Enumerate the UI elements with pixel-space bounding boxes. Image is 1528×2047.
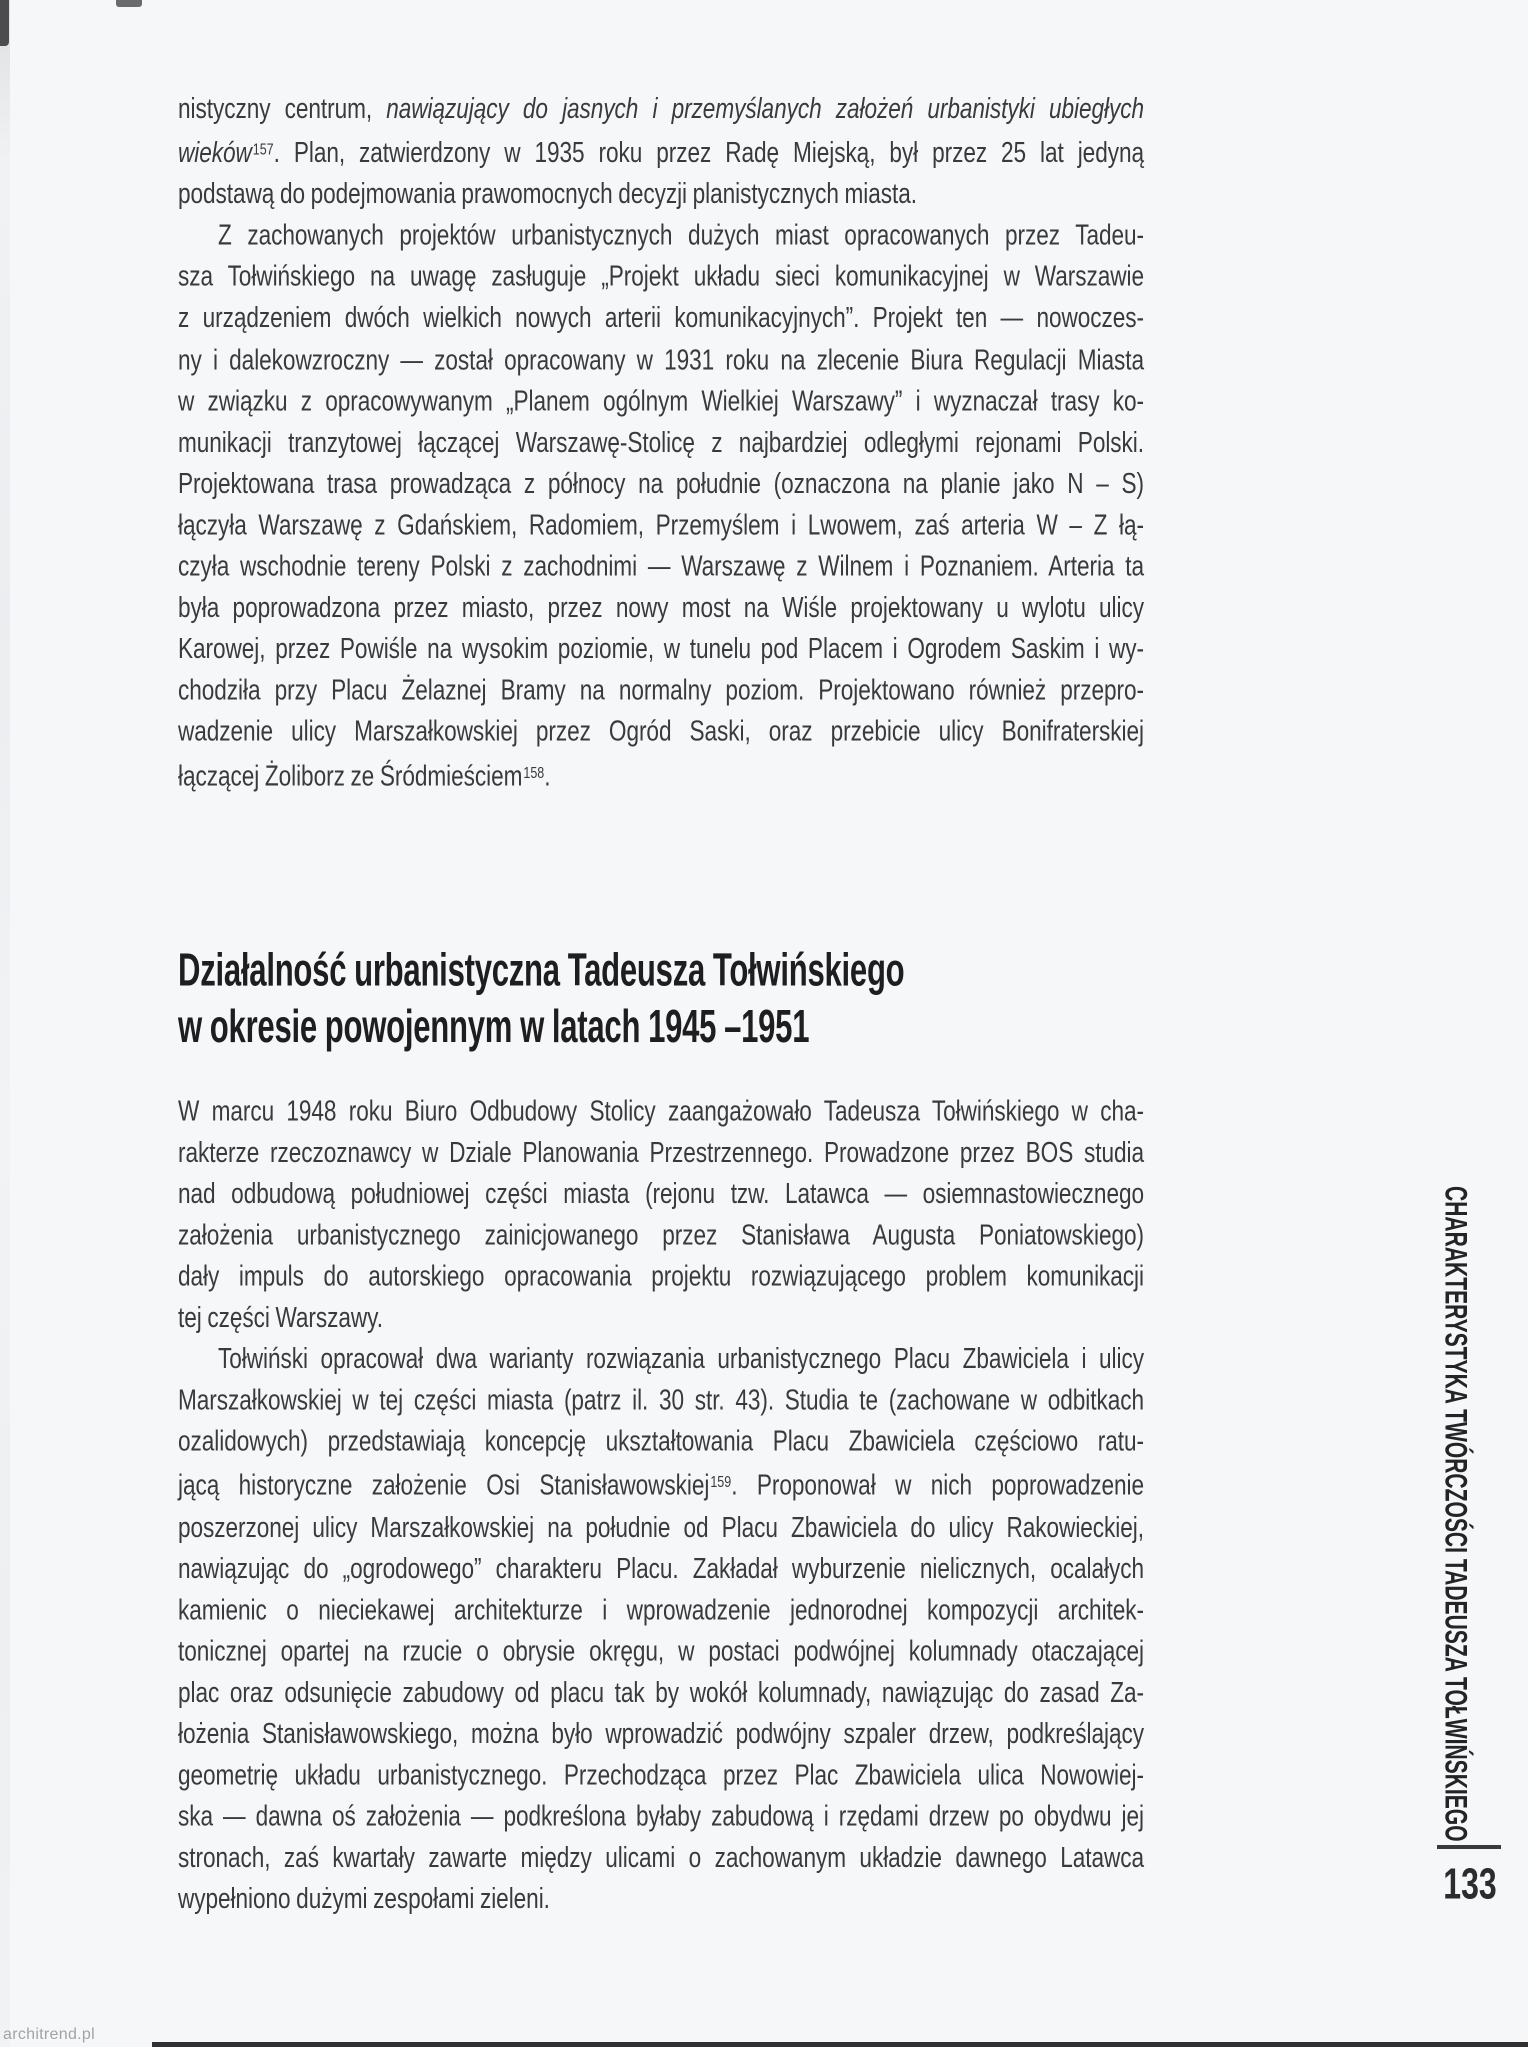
text-line: w związku z opracowywanym „Planem ogólnym Wielkiej Warszawy” i wyznaczał trasy ko- — [178, 385, 1144, 417]
scan-artifact-corner — [0, 0, 9, 46]
text-line: założenia urbanistycznego zainicjowanego przez Stanisława Augusta Poniatowskiego) — [178, 1219, 1144, 1251]
text-line: ozalidowych) przedstawiają koncepcję ukształtowania Placu Zbawiciela częściowo ratu- — [178, 1425, 1144, 1458]
text-line: poszerzonej ulicy Marszałkowskiej na południe od Placu Zbawiciela do ulicy Rakowieckiej, — [178, 1511, 1144, 1543]
paragraph — [178, 215, 1144, 797]
text-line: kamienic o nieciekawej architekturze i wprowadzenie jednorodnej kompozycji architek- — [178, 1593, 1144, 1626]
text-line: ny i dalekowzroczny — został opracowany w 1931 roku na zlecenie Biura Regulacji Miasta — [178, 343, 1144, 375]
sidebar-running-title: CHARAKTERYSTYKA TWÓRCZOŚCI TADEUSZA TOŁWIŃSKIEGO — [1438, 1186, 1473, 1842]
section-heading — [178, 941, 1144, 1054]
heading-line-2: w okresie powojennym w latach 1945 –1951 — [178, 999, 810, 1052]
watermark: architrend.pl — [3, 2026, 95, 2043]
text-line: z urządzeniem dwóch wielkich nowych arterii komunikacyjnych”. Projekt ten — nowoczes- — [178, 302, 1144, 334]
heading-line-1: Działalność urbanistyczna Tadeusza Tołwińskiego — [178, 943, 905, 995]
text-line: rakterze rzeczoznawcy w Dziale Planowania Przestrzennego. Prowadzone przez BOS studia — [178, 1136, 1144, 1168]
text-line: wadzenie ulicy Marszałkowskiej przez Ogród Saski, oraz przebicie ulicy Bonifraterskiej — [178, 716, 1144, 748]
text-line: Marszałkowskiej w tej części miasta (patrz il. 30 str. 43). Studia te (zachowane w odbitkach — [178, 1384, 1144, 1416]
text-line: Projektowana trasa prowadząca z północy na południe (oznaczona na planie jako N – S) — [178, 467, 1144, 500]
text-line: tonicznej opartej na rzucie o obrysie okręgu, w postaci podwójnej kolumnady otaczającej — [178, 1635, 1144, 1667]
text-line: W marcu 1948 roku Biuro Odbudowy Stolicy zaangażowało Tadeusza Tołwińskiego w cha- — [178, 1094, 1144, 1127]
text-line: geometrię układu urbanistycznego. Przechodząca przez Plac Zbawiciela ulica Nowowiej- — [178, 1759, 1144, 1791]
text-line: nistyczny centrum, nawiązujący do jasnych i przemyślanych założeń urbanistyki ubiegłych — [178, 93, 1144, 125]
text-line: czyła wschodnie tereny Polski z zachodnimi — Warszawę z Wilnem i Poznaniem. Arteria ta — [178, 550, 1144, 582]
text-line: wypełniono dużymi zespołami zieleni. — [178, 1883, 550, 1915]
text-line: tej części Warszawy. — [178, 1301, 383, 1334]
text-line: Tołwiński opracował dwa warianty rozwiązania urbanistycznego Placu Zbawiciela i ulicy — [218, 1343, 1144, 1375]
paragraph — [178, 1090, 1144, 1338]
paragraph — [178, 1338, 1144, 1920]
paragraphs-top — [178, 88, 1144, 796]
scan-bottom-edge — [152, 2042, 1528, 2047]
text-line: wieków$^{157}$. Plan, zatwierdzony w 1935 roku przez Radę Miejską, był przez 25 lat jedyną — [178, 136, 1144, 169]
scan-artifact-speck — [116, 0, 142, 7]
text-line: nad odbudową południowej części miasta (rejonu tzw. Latawca — osiemnastowiecznego — [178, 1177, 1144, 1209]
text-line: nawiązując do „ogrodowego” charakteru Placu. Zakładał wyburzenie nielicznych, ocalałych — [178, 1552, 1144, 1584]
paragraph — [178, 88, 1144, 215]
text-line: plac oraz odsunięcie zabudowy od placu tak by wokół kolumnady, nawiązując do zasad Za- — [178, 1676, 1144, 1708]
text-line: munikacji tranzytowej łączącej Warszawę-Stolicę z najbardziej odległymi rejonami Polski. — [178, 426, 1144, 458]
text-line: jącą historyczne założenie Osi Stanisławowskiej$^{159}$. Proponował w nich poprowadzenie — [178, 1469, 1144, 1502]
text-line: Karowej, przez Powiśle na wysokim poziomie, w tunelu pod Placem i Ogrodem Saskim i wy- — [178, 633, 1144, 665]
text-line: była poprowadzona przez miasto, przez nowy most na Wiśle projektowany u wylotu ulicy — [178, 591, 1144, 624]
text-line: stronach, zaś kwartały zawarte między ulicami o zachowanym układzie dawnego Latawca — [178, 1842, 1144, 1874]
footnote-ref: 158 — [523, 763, 545, 782]
text-line: dały impuls do autorskiego opracowania projektu rozwiązującego problem komunikacji — [178, 1260, 1144, 1292]
scan-edge-streak — [0, 0, 10, 2047]
text-line: Z zachowanych projektów urbanistycznych dużych miast opracowanych przez Tadeu- — [218, 219, 1144, 251]
text-line: łączyła Warszawę z Gdańskiem, Radomiem, Przemyślem i Lwowem, zaś arteria W – Z łą- — [178, 509, 1144, 541]
page-number: 133 — [1443, 1860, 1497, 1909]
text-line: podstawą do podejmowania prawomocnych decyzji planistycznych miasta. — [178, 178, 917, 210]
text-line: sza Tołwińskiego na uwagę zasługuje „Projekt układu sieci komunikacyjnej w Warszawie — [178, 260, 1144, 293]
text-column — [178, 88, 1144, 1920]
footnote-ref: 159 — [710, 1473, 732, 1492]
text-line: łożenia Stanisławowskiego, można było wprowadzić podwójny szpaler drzew, podkreślający — [178, 1718, 1144, 1750]
text-line: łączącej Żoliborz ze Śródmieściem$^{158}$. — [178, 759, 551, 792]
paragraphs-bottom — [178, 1090, 1144, 1920]
text-line: ska — dawna oś założenia — podkreślona byłaby zabudową i rzędami drzew po obydwu jej — [178, 1800, 1144, 1832]
page-number-rule — [1437, 1845, 1501, 1849]
footnote-ref: 157 — [252, 140, 274, 159]
text-line: chodziła przy Placu Żelaznej Bramy na normalny poziom. Projektowano również przepro- — [178, 674, 1144, 706]
